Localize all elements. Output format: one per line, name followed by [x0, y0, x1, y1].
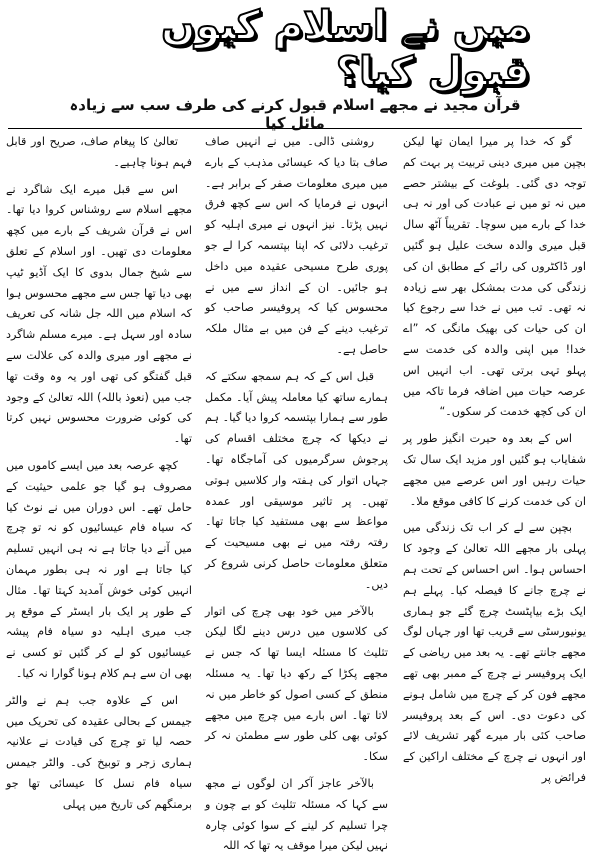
article-subtitle: قرآن مجید نے مجھے اسلام قبول کرنے کی طرف سب سے زیادہ مائل کیا [69, 96, 521, 132]
paragraph: بالآخر عاجز آکر ان لوگوں نے مجھ سے کہا کہ مسئلہ تثلیث کو بے چون و چرا تسلیم کر لینے کے سوا کوئی چارہ نہیں لیکن میرا موقف یہ تھا کہ اللہ [205, 776, 388, 853]
column-left [6, 132, 192, 811]
paragraph: اس سے قبل میرے ایک شاگرد نے مجھے اسلام سے روشناس کروا دیا تھا۔ اس نے قرآن شریف کے بارے میں کچھ معلومات دی تھیں۔ اور اسلام کے تعلق سے شیخ جمال بدوی کا ایک آڈیو ٹیپ بھی دیا تھا جس سے مجھے محسوس ہوا کہ اسلام میں اللہ جل شانہ کی تعریف سادہ اور سہل ہے۔ میرے مسلم شاگرد نے مجھے اور میری والدہ کی علالت سے قبل گفتگو کی تھی اور یہ وہ وقت تھا جب میں (نعوذ باللہ) اللہ تعالیٰ کے وجود کی کوئی ضرورت محسوس نہیں کرتا تھا۔ [6, 182, 192, 446]
column-right [403, 132, 586, 787]
paragraph: بچپن سے لے کر اب تک زندگی میں پہلی بار مجھے اللہ تعالیٰ کے وجود کا احساس ہوا۔ اس احساس کے تحت ہم نے چرچ جانے کا فیصلہ کیا۔ پہلے ہم ایک بڑے بیاپٹسٹ چرچ گئے جو ہماری یونیورسٹی سے قریب تھا اور جہاں لوگ مجھے جانتے تھے۔ یہ بعد میں ریاضی کے ایک پروفیسر نے چرچ کے ممبر بھی تھے مجھے فون کر کے چرچ میں شامل ہونے کی دعوت دی۔ اس کے بعد پروفیسر صاحب کئی بار میرے گھر تشریف لائے اور انہوں نے چرچ کے مختلف اراکین کے فرائض پر [403, 521, 586, 784]
paragraph: اس کے علاوہ جب ہم نے والٹر جیمس کے بحالی عقیدہ کی تحریک میں حصہ لیا تو چرچ کی قیادت نے علانیہ ہماری زجر و توبیخ کی۔ والٹر جیمس سیاہ فام نسل کا عیسائی تھا جو برمنگھم کی تاریخ میں پہلی [6, 693, 192, 811]
paragraph: اس کے بعد وہ حیرت انگیز طور پر شفایاب ہو گئیں اور مزید ایک سال تک حیات رہیں اور اس عرصے میں مجھے ان کی خدمت کرنے کا کافی موقع ملا۔ [403, 432, 586, 508]
paragraph: قبل اس کے کہ ہم سمجھ سکتے کہ ہمارے ساتھ کیا معاملہ پیش آیا۔ مکمل طور سے ہمارا بپتسمہ کروا دیا گیا۔ ہم نے دیکھا کہ چرچ مختلف اقسام کی پرجوش سرگرمیوں کی آماجگاہ تھا۔ جہاں اتوار کی ہفتہ وار کلاسیں ہوتی تھیں۔ پر تاثیر موسیقی اور عمدہ مواعظ سے بھی مستفید کیا جاتا تھا۔ رفتہ رفتہ میں نے بھی مسیحیت کے متعلق معلومات حاصل کرنی شروع کر دیں۔ [205, 369, 388, 591]
column-middle [205, 132, 388, 853]
header-divider [8, 128, 582, 129]
article-title: میں نے اسلام کیوں قبول کیا؟ [161, 3, 530, 95]
paragraph: کچھ عرصہ بعد میں ایسے کاموں میں مصروف ہو گیا جو علمی حیثیت کے حامل تھے۔ اس دوران میں نے نوٹ کیا کہ سیاہ فام عیسائیوں کو نہ تو چرچ میں آنے دیا جاتا ہے نہ ہی انہیں تسلیم کیا جاتا ہے اور نہ ہی بطور مہمان انہیں کوئی خوش آمدید کہتا تھا۔ مثال کے طور پر ایک بار ایسٹر کے موقع پر جب میری اہلیہ دو سیاہ فام پیشہ عیسائیوں کو لے کر گئیں تو کسی نے بھی ان سے ہم کلام ہونا گوارا نہ کیا۔ [6, 458, 192, 680]
paragraph: روشنی ڈالی۔ میں نے انہیں صاف صاف بتا دیا کہ عیسائی مذہب کے بارے میں میری معلومات صفر کے برابر ہے۔ انہوں نے فرمایا کہ اس سے کچھ فرق نہیں پڑتا۔ نیز انہوں نے میری اہلیہ کو ترغیب دلائی کہ اپنا بپتسمہ کرا لے جو پوری طرح مسیحی عقیدہ میں داخل ہو جائیں۔ ان کے انداز سے میں نے محسوس کیا کہ پروفیسر صاحب کو ترغیب دینے کے فن میں بے مثال ملکہ حاصل ہے۔ [205, 135, 388, 356]
paragraph: گو کہ خدا پر میرا ایمان تھا لیکن بچپن میں میری دینی تربیت پر بہت کم توجہ دی گئی۔ بلوغت کے بیشتر حصے میں نہ تو میں نے عبادت کی اور نہ ہی خدا کے بارے میں سوچا۔ تقریباً آٹھ سال قبل میری والدہ سخت علیل ہو گئیں اور ڈاکٹروں کی رائے کے مطابق ان کی زندگی کی مدت بمشکل بھر سے زیادہ نہ تھی۔ تب میں نے خدا سے رجوع کیا ان کی حیات کی بھیک مانگی کہ ”اے خدا! میں اپنی والدہ کی خدمت سے پہلو تہی برتی تھی۔ اب انہیں اس عرصہ حیات میں اضافہ فرما تاکہ میں ان کی کچھ خدمت کر سکوں۔“ [403, 135, 586, 419]
paragraph: تعالیٰ کا پیغام صاف، صریح اور قابل فہم ہونا چاہیے۔ [6, 135, 192, 169]
paragraph: بالآخر میں خود بھی چرچ کی اتوار کی کلاسوں میں درس دینے لگا لیکن تثلیث کا مسئلہ ایسا تھا کہ جس نے مجھے پکڑا کے رکھ دیا تھا۔ یہ مسئلہ منطق کے کسی اصول کو خاطر میں نہ لاتا تھا۔ اس بارے میں چرچ میں مجھے کوئی بھی کلی طور سے مطمئن نہ کر سکا۔ [205, 604, 388, 764]
